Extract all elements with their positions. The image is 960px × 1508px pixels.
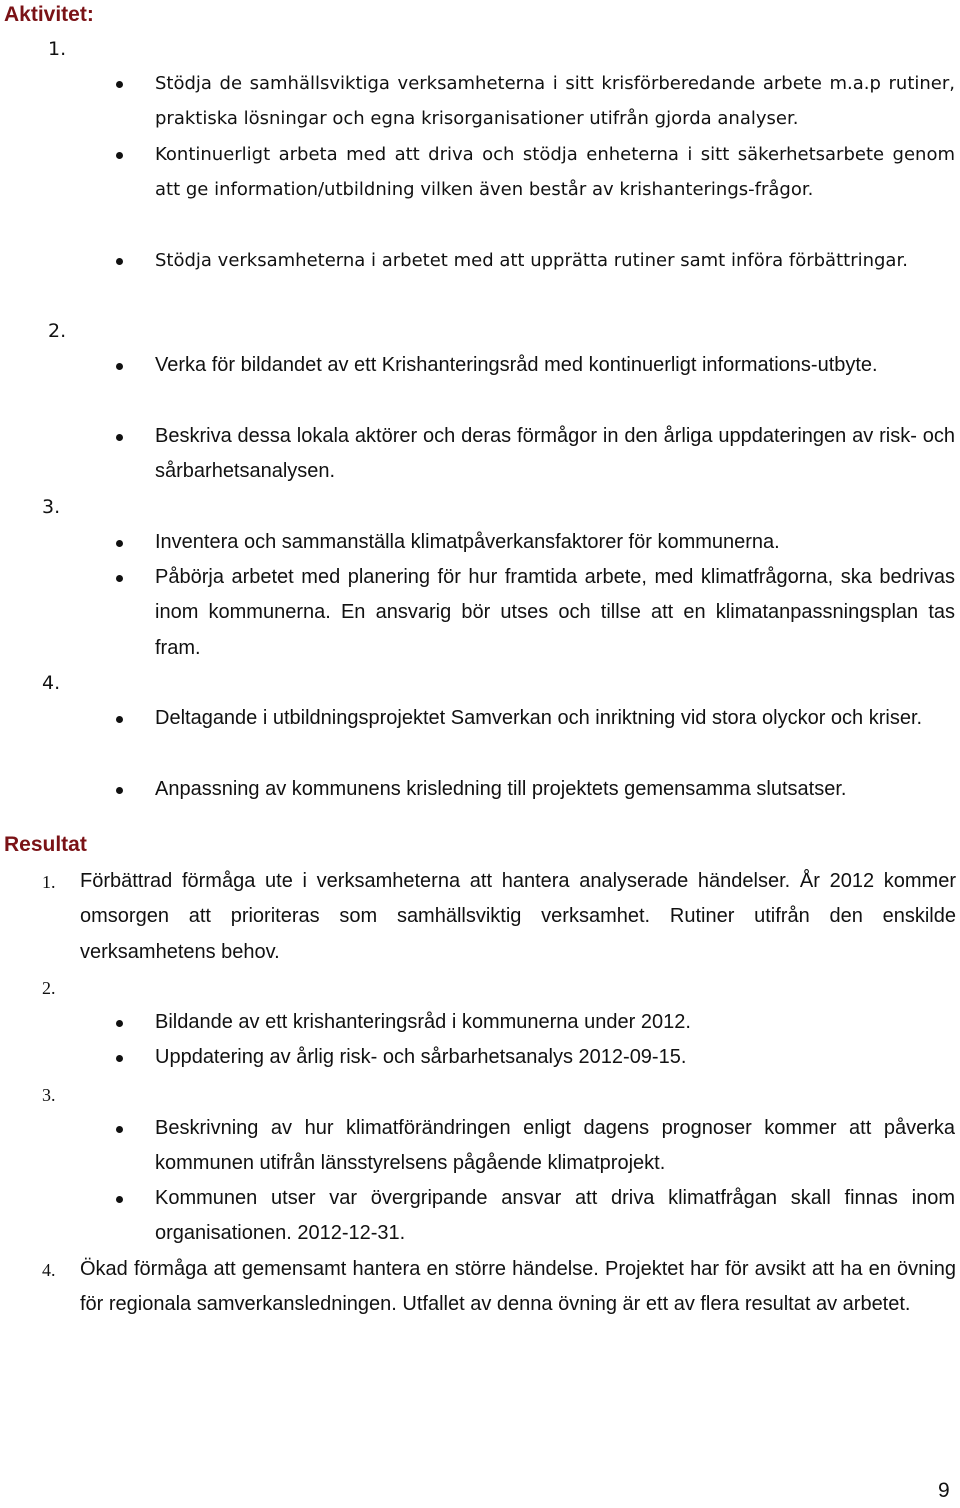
result-number-4: 4. [42,1260,56,1280]
result-bullet-text: Kommunen utser var övergripande ansvar att driva klimatfrågan skall finnas inom organisationen. 2012-12-31. [155,1187,955,1245]
activity-number-2: 2. [48,320,67,342]
activity-bullet-item [155,772,955,807]
bullet-icon [116,716,123,723]
bullet-icon [116,1055,123,1062]
activity-bullet-item [155,560,955,666]
activity-bullet-text: Beskriva dessa lokala aktörer och deras förmågor in den årliga uppdateringen av risk- och sårbarhetsanalysen. [155,425,955,483]
result-number-1: 1. [42,872,56,892]
bullet-icon [116,787,123,794]
activity-bullet-text: Stödja de samhällsviktiga verksamheterna i sitt krisförberedande arbete m.a.p rutiner, praktiska lösningar och egna krisorganisationer utifrån gjorda analyser. [155,73,955,130]
activity-bullet-item [155,348,955,383]
bullet-icon [116,1020,123,1027]
result-number-3: 3. [42,1085,56,1105]
activity-bullet-text: Anpassning av kommunens krisledning till projektets gemensamma slutsatser. [155,778,847,800]
section-heading-resultat: Resultat [4,833,87,856]
activity-bullet-item [155,525,955,560]
bullet-icon [116,152,123,159]
bullet-icon [116,81,123,88]
bullet-icon [116,1196,123,1203]
bullet-icon [116,575,123,582]
result-bullet-item [155,1111,955,1182]
activity-bullet-text: Deltagande i utbildningsprojektet Samverkan och inriktning vid stora olyckor och kriser. [155,707,923,729]
activity-bullet-item [155,66,955,137]
result-bullet-text: Bildande av ett krishanteringsråd i kommunerna under 2012. [155,1011,691,1033]
activity-number-4: 4. [42,672,61,694]
result-bullet-item [155,1005,955,1040]
activity-bullet-text: Kontinuerligt arbeta med att driva och stödja enheterna i sitt säkerhetsarbete genom att ge information/utbildning vilken även består av krishanterings-frågor. [155,144,955,201]
bullet-icon [116,540,123,547]
result-bullet-item [155,1040,955,1075]
bullet-icon [116,258,123,265]
activity-number-1: 1. [48,38,67,60]
activity-bullet-item [155,701,955,736]
activity-number-3: 3. [42,496,61,518]
activity-bullet-text: Påbörja arbetet med planering för hur framtida arbete, med klimatfrågorna, ska bedrivas inom kommunerna. En ansvarig bör utses och tillse att en klimatanpassningsplan tas fram. [155,566,955,659]
activity-bullet-item [155,419,955,490]
result-number-2: 2. [42,978,56,998]
bullet-icon [116,363,123,370]
bullet-icon [116,1126,123,1133]
section-heading-aktivitet: Aktivitet: [4,3,94,26]
result-paragraph: Förbättrad förmåga ute i verksamheterna att hantera analyserade händelser. År 2012 kommer omsorgen att prioriteras som samhällsviktig verksamhet. Rutiner utifrån den enskilde verksamhetens behov. [80,870,956,963]
result-bullet-item [155,1181,955,1252]
bullet-icon [116,434,123,441]
activity-bullet-text: Verka för bildandet av ett Krishanteringsråd med kontinuerligt informations-utbyte. [155,354,878,376]
activity-bullet-item [155,137,955,208]
result-paragraph: Ökad förmåga att gemensamt hantera en större händelse. Projektet har för avsikt att ha en övning för regionala samverkansledningen. Utfallet av denna övning är ett av flera resultat av arbetet. [80,1258,956,1316]
activity-bullet-text: Stödja verksamheterna i arbetet med att upprätta rutiner samt införa förbättringar. [155,250,908,271]
page-number: 9 [938,1479,950,1502]
activity-bullet-item [155,243,955,278]
activity-bullet-text: Inventera och sammanställa klimatpåverkansfaktorer för kommunerna. [155,531,780,553]
result-bullet-text: Uppdatering av årlig risk- och sårbarhetsanalys 2012-09-15. [155,1046,687,1068]
result-bullet-text: Beskrivning av hur klimatförändringen enligt dagens prognoser kommer att påverka kommunen utifrån länsstyrelsens pågående klimatprojekt. [155,1117,955,1175]
